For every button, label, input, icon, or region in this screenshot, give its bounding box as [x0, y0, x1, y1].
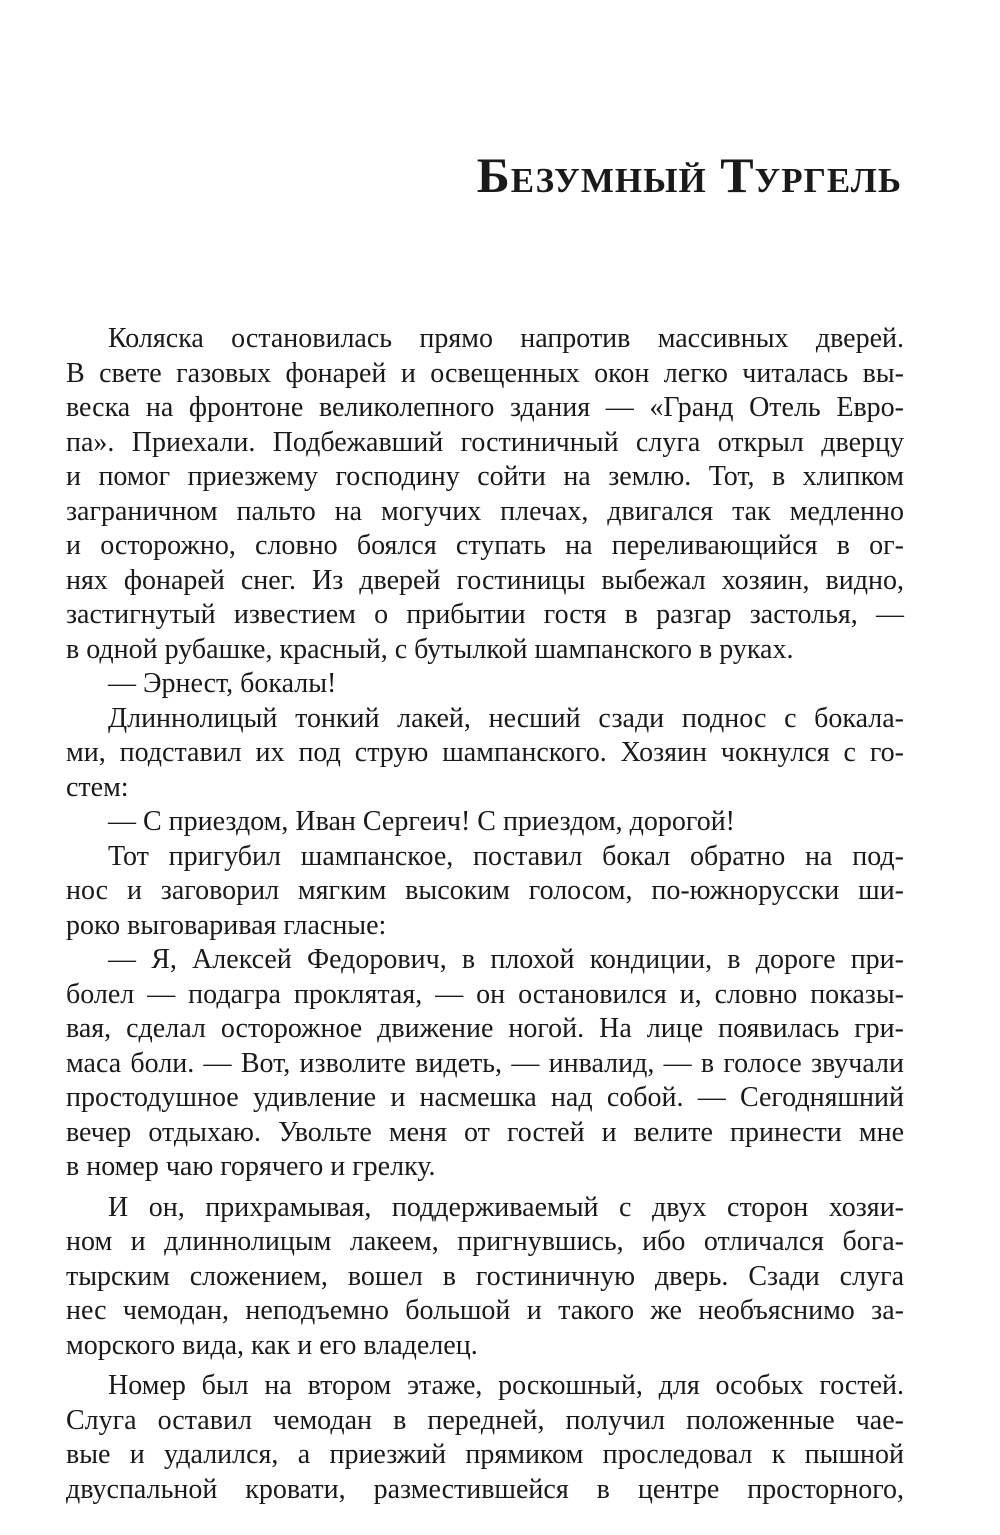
text-line: нях фонарей снег. Из дверей гостиницы выбежал хозяин, видно, [66, 564, 904, 596]
text-line: нос и заговорил мягким высоким голосом, по-южнорусски ши- [66, 875, 904, 906]
text-line: двуспальной кровати, разместившейся в центре просторного, [66, 1473, 904, 1505]
paragraph [66, 1369, 904, 1507]
text-line: и осторожно, словно боялся ступать на переливающийся в ог- [66, 530, 904, 561]
text-line: Тот пригубил шампанское, поставил бокал обратно на под- [108, 840, 904, 872]
text-line: роко выговаривая гласные: [66, 909, 387, 941]
text-line: — Я, Алексей Федорович, в плохой кондиции, в дороге при- [108, 944, 904, 975]
text-line: Слуга оставил чемодан в передней, получил положенные чае- [66, 1404, 904, 1436]
text-line: И он, прихрамывая, поддерживаемый с двух сторон хозяи- [108, 1191, 904, 1223]
text-line: стем: [66, 771, 129, 803]
text-line: тырским сложением, вошел в гостиничную дверь. Сзади слуга [66, 1260, 904, 1292]
text-line: вечер отдыхаю. Увольте меня от гостей и велите принести мне [66, 1116, 904, 1148]
text-line: вые и удалился, а приезжий прямиком проследовал к пышной [66, 1439, 904, 1470]
text-line: нес чемодан, неподъемно большой и такого же необъяснимо за- [66, 1295, 904, 1326]
chapter-body [66, 322, 904, 1507]
text-line: простодушное удивление и насмешка над собой. — Сегодняшний [66, 1082, 904, 1113]
text-line: веска на фронтоне великолепного здания — «Гранд Отель Евро- [66, 392, 904, 423]
text-line: Номер был на втором этаже, роскошный, для особых гостей. [108, 1370, 904, 1401]
paragraph [66, 840, 904, 944]
text-line: в номер чаю горячего и грелку. [66, 1151, 436, 1182]
text-line: болел — подагра проклятая, — он остановился и, словно показы- [66, 978, 904, 1010]
paragraph [66, 1191, 904, 1364]
text-line: заграничном пальто на могучих плечах, двигался так медленно [66, 495, 904, 527]
text-line: маса боли. — Вот, изволите видеть, — инвалид, — в голосе звучали [66, 1047, 904, 1079]
text-line: и помог приезжему господину сойти на землю. Тот, в хлипком [66, 461, 904, 492]
text-line: па». Приехали. Подбежавший гостиничный слуга открыл дверцу [66, 426, 904, 458]
text-line: Коляска остановилась прямо напротив массивных дверей. [108, 323, 904, 354]
paragraph [66, 322, 904, 667]
text-line: В свете газовых фонарей и освещенных окон легко читалась вы- [66, 357, 904, 389]
text-line: застигнутый известием о прибытии гостя в разгар застолья, — [66, 599, 904, 630]
paragraph [66, 943, 904, 1185]
paragraph [66, 805, 904, 840]
text-line: морского вида, как и его владелец. [66, 1329, 478, 1361]
text-line: Длиннолицый тонкий лакей, несший сзади поднос с бокала- [108, 702, 904, 734]
paragraph [66, 667, 904, 702]
text-line: ми, подставил их под струю шампанского. Хозяин чокнулся с го- [66, 737, 904, 768]
text-line: в одной рубашке, красный, с бутылкой шампанского в руках. [66, 633, 794, 665]
chapter-title: Безумный Тургель [476, 147, 902, 203]
text-line: вая, сделал осторожное движение ногой. На лице появилась гри- [66, 1013, 904, 1044]
text-line: — С приездом, Иван Сергеич! С приездом, дорогой! [108, 806, 736, 837]
text-line: — Эрнест, бокалы! [108, 668, 337, 699]
text-line: ном и длиннолицым лакеем, пригнувшись, ибо отличался бога- [66, 1226, 904, 1257]
paragraph [66, 702, 904, 806]
